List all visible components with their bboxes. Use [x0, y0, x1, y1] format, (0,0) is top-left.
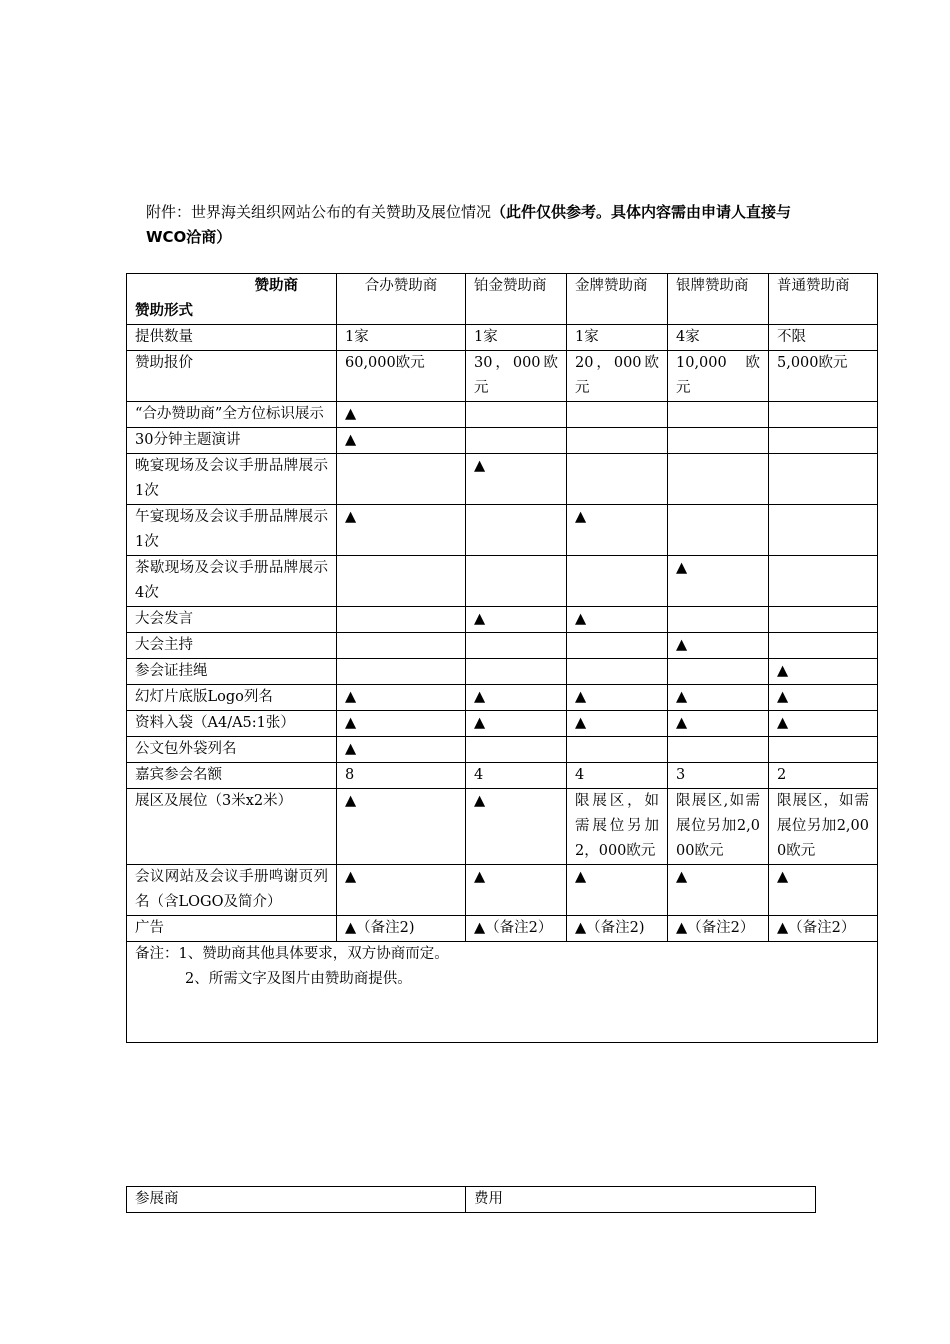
- table-cell: [466, 428, 567, 454]
- table-cell: [567, 659, 668, 685]
- table-row: [127, 505, 878, 556]
- table-row: [127, 454, 878, 505]
- table-cell: ▲: [769, 659, 878, 685]
- table-cell: ▲（备注2): [337, 916, 466, 942]
- heading-text: 附件：世界海关组织网站公布的有关赞助及展位情况: [146, 203, 492, 221]
- row-label: 午宴现场及会议手册品牌展示 1次: [127, 505, 337, 556]
- table-cell: [466, 659, 567, 685]
- note-line-2: 2、所需文字及图片由赞助商提供。: [185, 971, 412, 987]
- table-cell: [466, 402, 567, 428]
- table-cell: [567, 428, 668, 454]
- table-cell: ▲: [337, 711, 466, 737]
- table-cell: [337, 556, 466, 607]
- table-cell: [668, 659, 769, 685]
- table-cell: ▲: [466, 607, 567, 633]
- table-row: [127, 865, 878, 916]
- row-label: 展区及展位（3米x2米）: [127, 789, 337, 865]
- table-row: [127, 556, 878, 607]
- table-cell: ▲（备注2）: [769, 916, 878, 942]
- exhibitor-col-label: 参展商: [127, 1187, 466, 1213]
- table-row: [127, 711, 878, 737]
- table-cell: 3: [668, 763, 769, 789]
- table-cell: ▲: [668, 556, 769, 607]
- row-label: 幻灯片底版Logo列名: [127, 685, 337, 711]
- attachment-heading: [146, 200, 826, 250]
- table-cell: ▲: [668, 711, 769, 737]
- row-label: 提供数量: [127, 325, 337, 351]
- column-header: 铂金赞助商: [466, 274, 567, 325]
- table-row: [127, 428, 878, 454]
- table-cell: [567, 633, 668, 659]
- table-cell: [337, 633, 466, 659]
- table-row: [127, 685, 878, 711]
- table-cell: [668, 402, 769, 428]
- table-cell: ▲: [466, 711, 567, 737]
- table-cell: [769, 607, 878, 633]
- column-header: 合办赞助商: [337, 274, 466, 325]
- table-cell: ▲: [337, 789, 466, 865]
- row-label: 公文包外袋列名: [127, 737, 337, 763]
- row-label: “合办赞助商”全方位标识展示: [127, 402, 337, 428]
- table-cell: ▲: [567, 865, 668, 916]
- table-cell: [668, 428, 769, 454]
- table-cell: 8: [337, 763, 466, 789]
- table-cell: ▲: [337, 865, 466, 916]
- table-cell: 1家: [466, 325, 567, 351]
- notes-row: [127, 942, 878, 1043]
- row-label: 赞助报价: [127, 351, 337, 402]
- table-row: [127, 789, 878, 865]
- table-cell: ▲: [567, 711, 668, 737]
- table-row: [127, 325, 878, 351]
- row-label: 晚宴现场及会议手册品牌展示 1次: [127, 454, 337, 505]
- notes: [127, 942, 878, 1043]
- table-cell: ▲: [466, 789, 567, 865]
- table-cell: [337, 607, 466, 633]
- table-row: [127, 763, 878, 789]
- row-label: 大会主持: [127, 633, 337, 659]
- table-row: [127, 402, 878, 428]
- table-cell: [769, 633, 878, 659]
- table-cell: [337, 454, 466, 505]
- table-cell: 限展区,如需展位另加2,000欧元: [668, 789, 769, 865]
- table-cell: ▲: [567, 505, 668, 556]
- header-corner-sponsor: 赞助商: [254, 278, 298, 294]
- table-cell: ▲: [337, 685, 466, 711]
- note-line-1: 备注：1、赞助商其他具体要求，双方协商而定。: [135, 946, 449, 962]
- row-label: 大会发言: [127, 607, 337, 633]
- row-label: 资料入袋（A4/A5:1张）: [127, 711, 337, 737]
- table-cell: 2: [769, 763, 878, 789]
- row-label: 参会证挂绳: [127, 659, 337, 685]
- table-row: [127, 659, 878, 685]
- table-cell: ▲: [337, 505, 466, 556]
- table-cell: [769, 737, 878, 763]
- header-corner: [127, 274, 337, 325]
- table-cell: [668, 454, 769, 505]
- table-cell: 1家: [337, 325, 466, 351]
- table-cell: ▲（备注2): [567, 916, 668, 942]
- row-label: 会议网站及会议手册鸣谢页列名（含LOGO及简介）: [127, 865, 337, 916]
- row-label: 嘉宾参会名额: [127, 763, 337, 789]
- column-header: 银牌赞助商: [668, 274, 769, 325]
- table-cell: [466, 737, 567, 763]
- table-cell: [769, 428, 878, 454]
- table-cell: ▲: [337, 737, 466, 763]
- table-cell: ▲: [769, 711, 878, 737]
- header-row: [127, 274, 878, 325]
- table-cell: [567, 454, 668, 505]
- table-cell: [769, 402, 878, 428]
- table-cell: ▲: [769, 865, 878, 916]
- table-cell: ▲: [337, 428, 466, 454]
- table-cell: [466, 633, 567, 659]
- table-cell: ▲: [337, 402, 466, 428]
- heading-note: （此件仅供参考。具体内容需由申请人直接与WCO洽商）: [146, 203, 792, 246]
- table-cell: ▲: [567, 607, 668, 633]
- table-cell: [466, 505, 567, 556]
- table-cell: [769, 556, 878, 607]
- table-cell: 1家: [567, 325, 668, 351]
- exhibitor-table: [126, 1186, 816, 1213]
- column-header: 金牌赞助商: [567, 274, 668, 325]
- table-row: [127, 607, 878, 633]
- table-cell: 30，000欧元: [466, 351, 567, 402]
- row-label: 茶歇现场及会议手册品牌展示 4次: [127, 556, 337, 607]
- table-cell: ▲: [668, 633, 769, 659]
- table-cell: 4: [567, 763, 668, 789]
- table-cell: [337, 659, 466, 685]
- table-row: [127, 737, 878, 763]
- table-cell: 60,000欧元: [337, 351, 466, 402]
- table-cell: ▲: [567, 685, 668, 711]
- table-cell: 4: [466, 763, 567, 789]
- table-cell: 5,000欧元: [769, 351, 878, 402]
- table-cell: 限展区，如需展位另加2，000欧元: [567, 789, 668, 865]
- column-header: 普通赞助商: [769, 274, 878, 325]
- table-cell: ▲: [466, 865, 567, 916]
- exhibitor-header-row: [127, 1187, 816, 1213]
- table-cell: [466, 556, 567, 607]
- table-cell: [567, 737, 668, 763]
- header-corner-form: 赞助形式: [135, 303, 193, 319]
- table-cell: ▲（备注2）: [668, 916, 769, 942]
- table-cell: [567, 402, 668, 428]
- table-cell: 限展区，如需展位另加2,000欧元: [769, 789, 878, 865]
- fee-col-label: 费用: [466, 1187, 816, 1213]
- table-cell: ▲: [466, 685, 567, 711]
- table-cell: [769, 454, 878, 505]
- table-row: [127, 916, 878, 942]
- table-row: [127, 633, 878, 659]
- table-cell: [668, 737, 769, 763]
- table-cell: ▲（备注2）: [466, 916, 567, 942]
- table-cell: ▲: [668, 685, 769, 711]
- table-cell: [668, 607, 769, 633]
- table-cell: 4家: [668, 325, 769, 351]
- table-cell: ▲: [769, 685, 878, 711]
- row-label: 30分钟主题演讲: [127, 428, 337, 454]
- table-cell: [567, 556, 668, 607]
- table-cell: ▲: [668, 865, 769, 916]
- table-cell: ▲: [466, 454, 567, 505]
- sponsorship-table: [126, 273, 878, 1043]
- table-cell: 不限: [769, 325, 878, 351]
- table-cell: [769, 505, 878, 556]
- row-label: 广告: [127, 916, 337, 942]
- table-cell: 10,000 欧元: [668, 351, 769, 402]
- table-cell: 20，000欧元: [567, 351, 668, 402]
- table-cell: [668, 505, 769, 556]
- table-row: [127, 351, 878, 402]
